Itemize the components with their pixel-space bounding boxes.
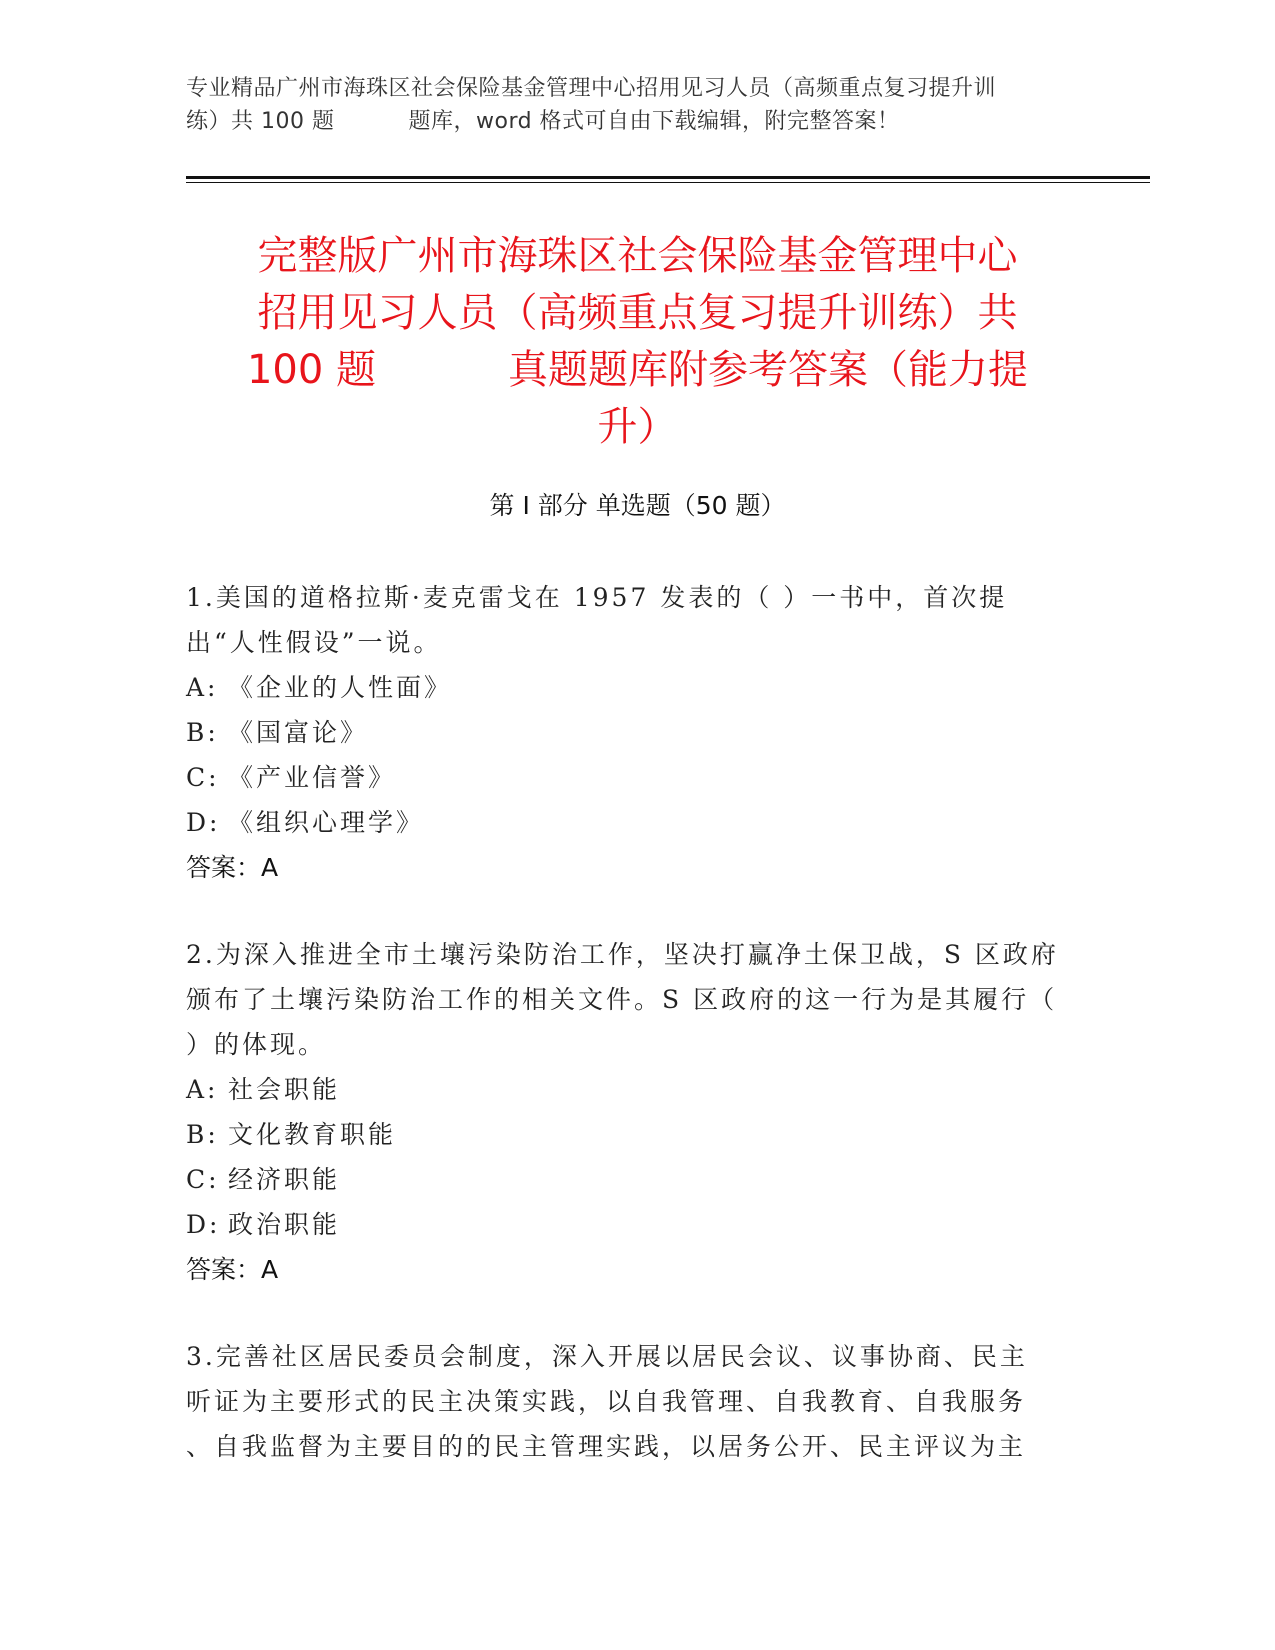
main-title-line-3 xyxy=(150,342,1125,399)
question-3 xyxy=(186,1334,1086,1469)
question-2 xyxy=(186,932,1086,1292)
header-rule-thick xyxy=(186,176,1150,179)
option-c: C: 经济职能 xyxy=(186,1165,341,1194)
answer-line: 答案：A xyxy=(186,1255,279,1284)
header-note-line-1: 专业精品广州市海珠区社会保险基金管理中心招用见习人员（高频重点复习提升训 xyxy=(186,76,997,101)
question-text: 2.为深入推进全市土壤污染防治工作，坚决打赢净土保卫战，S 区政府 颁布了土壤污染防治工作的相关文件。S 区政府的这一行为是其履行（ ）的体现。 xyxy=(186,940,1059,1059)
main-title-line-4: 升） xyxy=(597,404,678,450)
main-title-line-2: 招用见习人员（高频重点复习提升训练）共 xyxy=(257,290,1018,336)
section-title: 第 I 部分 单选题（50 题） xyxy=(489,491,786,520)
header-rule-thin xyxy=(186,182,1150,183)
option-d: D: 政治职能 xyxy=(186,1210,341,1239)
option-d: D: 《组织心理学》 xyxy=(186,808,425,837)
option-a: A: 《企业的人性面》 xyxy=(186,673,453,702)
question-list xyxy=(186,575,1086,1511)
answer-line: 答案：A xyxy=(186,853,279,882)
header-note-line-2 xyxy=(186,105,1086,138)
question-text: 3.完善社区居民委员会制度，深入开展以居民会议、议事协商、民主 听证为主要形式的民主决策实践，以自我管理、自我教育、自我服务 、自我监督为主要目的的民主管理实践，以居务公开、民主评议为主 xyxy=(186,1342,1028,1461)
main-title-line-1: 完整版广州市海珠区社会保险基金管理中心 xyxy=(257,233,1018,279)
header-note-line-2b: 题库，word 格式可自由下载编辑，附完整答案！ xyxy=(408,109,900,134)
option-b: B: 《国富论》 xyxy=(186,718,369,747)
main-title-line-3b: 真题题库附参考答案（能力提 xyxy=(508,347,1029,393)
main-title-line-3a: 100 题 xyxy=(246,347,377,393)
option-b: B: 文化教育职能 xyxy=(186,1120,397,1149)
header-note-line-2a: 练）共 100 题 xyxy=(186,109,335,134)
main-title xyxy=(150,228,1125,456)
header-note xyxy=(186,72,1086,138)
option-a: A: 社会职能 xyxy=(186,1075,341,1104)
option-c: C: 《产业信誉》 xyxy=(186,763,397,792)
question-1 xyxy=(186,575,1086,890)
question-text: 1.美国的道格拉斯·麦克雷戈在 1957 发表的（ ）一书中，首次提 出“人性假设”一说。 xyxy=(186,583,1008,657)
